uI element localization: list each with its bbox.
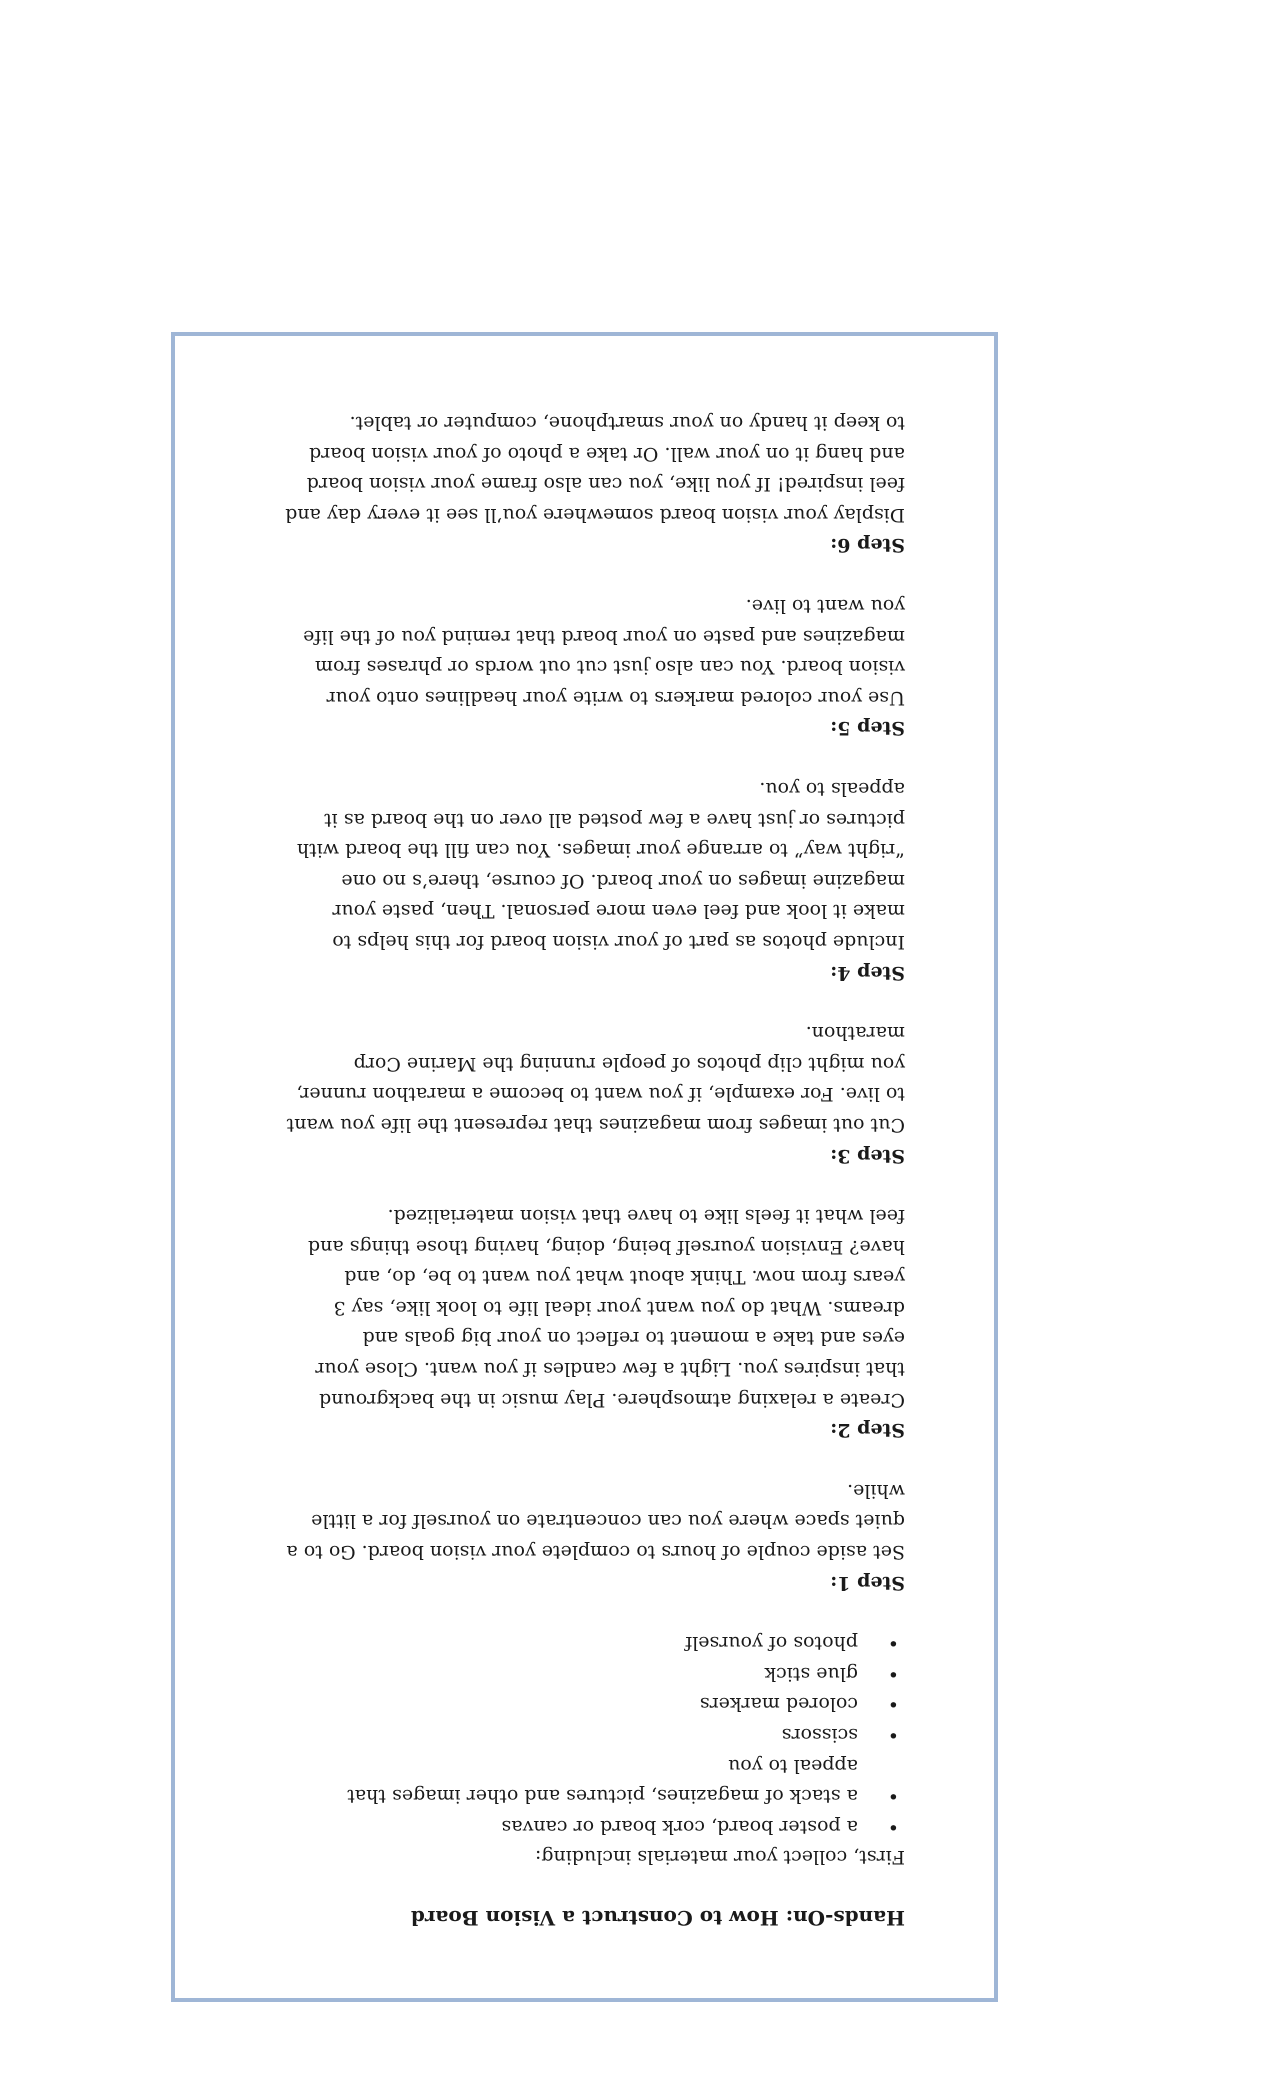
material-text: a stack of magazines, pictures and other images that appeal to you	[347, 1754, 858, 1808]
step-heading: Step 3:	[830, 1144, 905, 1167]
materials-list	[285, 1628, 905, 1842]
material-text: scissors	[781, 1724, 858, 1747]
step-text: Set aside couple of hours to complete your vision board. Go to a quiet space where you can concentrate on yourself for a little while.	[286, 1479, 905, 1564]
step-5	[285, 590, 905, 743]
step-text: Use your colored markers to write your headlines onto your vision board. You can also just cut out words or phrases from magazines and paste on your board that remind you of the life you want to live.	[303, 595, 905, 709]
bullet-icon: •	[887, 1785, 899, 1808]
step-heading: Step 1:	[830, 1571, 905, 1594]
step-text: Create a relaxing atmosphere. Play music in the background that inspires you. Light a few candles if you want. Close your eyes and take a moment to reflect on your big goals and dreams. What do you want your ideal life to look like, say 3 years from now. Think about what you want to be, do, and have? Envision yourself being, doing, having those things and feel what it feels like to have that vision materialized.	[307, 1205, 905, 1411]
step-text: Include photos as part of your vision board for this helps to make it look and feel even more personal. Then, paste your magazine images on your board. Of course, there’s no one “right way” to arrange your images. You can fill the board with pictures or just have a few posted all over on the board as it appeals to you.	[296, 778, 905, 953]
material-text: colored markers	[699, 1693, 858, 1716]
materials-intro: First, collect your materials including:	[534, 1846, 905, 1869]
step-6	[285, 407, 905, 560]
step-heading: Step 2:	[830, 1419, 905, 1442]
step-heading: Step 4:	[830, 961, 905, 984]
document-title: Hands-On: How to Construct a Vision Board	[410, 1906, 905, 1930]
document-body	[285, 377, 905, 1933]
list-item	[285, 1750, 905, 1811]
list-item	[285, 1689, 905, 1720]
bullet-icon: •	[887, 1724, 899, 1747]
list-item	[285, 1811, 905, 1842]
step-3	[285, 1018, 905, 1171]
content-frame	[171, 332, 998, 2002]
list-item	[285, 1719, 905, 1750]
bullet-icon: •	[887, 1693, 899, 1716]
material-text: glue stick	[764, 1662, 858, 1685]
material-text: photos of yourself	[685, 1632, 858, 1655]
step-heading: Step 5:	[830, 717, 905, 740]
step-heading: Step 6:	[830, 534, 905, 557]
step-2	[285, 1201, 905, 1446]
list-item	[285, 1658, 905, 1689]
step-text: Display your vision board somewhere you’ll see it every day and feel inspired! If you like, you can also frame your vision board and hang it on your wall. Or take a photo of your vision board to keep it handy on your smartphone, computer or tablet.	[285, 412, 905, 526]
bullet-icon: •	[887, 1815, 899, 1838]
step-4	[285, 773, 905, 987]
list-item	[285, 1628, 905, 1659]
step-text: Cut out images from magazines that represent the life you want to live. For example, if you want to become a marathon runner, you might clip photos of people running the Marine Corp marathon.	[286, 1022, 905, 1136]
bullet-icon: •	[887, 1632, 899, 1655]
material-text: a poster board, cork board or canvas	[501, 1815, 858, 1838]
bullet-icon: •	[887, 1662, 899, 1685]
step-1	[285, 1475, 905, 1597]
